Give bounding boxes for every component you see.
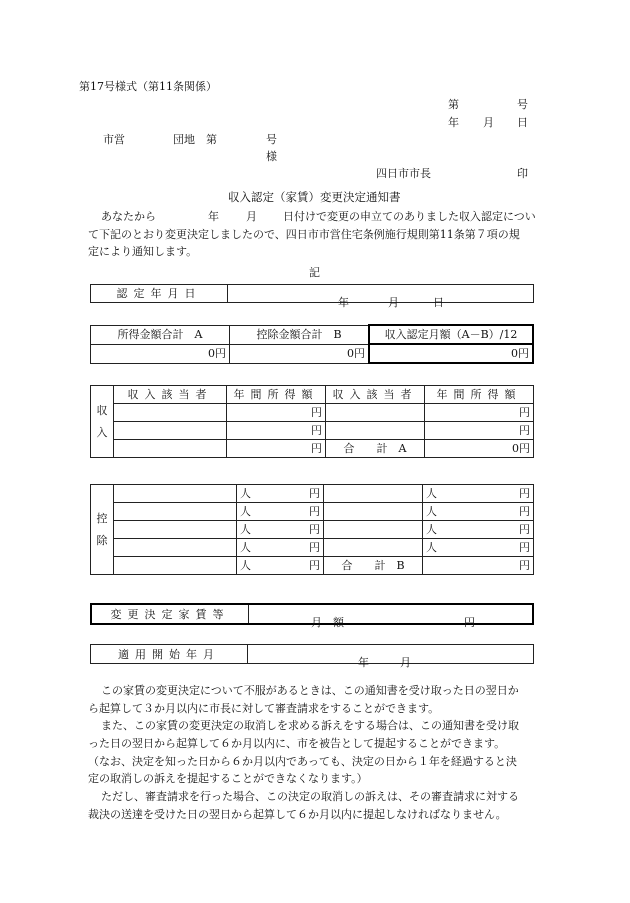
deduction-nin: 人 [240, 505, 251, 518]
income-person-cell [326, 422, 425, 440]
income-person-cell [114, 440, 227, 458]
intro-line1-a: あなたから [101, 210, 156, 223]
deduction-nin: 人 [426, 487, 437, 500]
ki-mark: 記 [309, 266, 320, 279]
deduction-count-amount-cell [237, 539, 324, 557]
nintei-label: 認定年月日 [91, 285, 228, 303]
doc-no-go: 号 [517, 98, 528, 111]
intro-line1-tsuki: 月 [246, 210, 257, 223]
deduction-person-cell [114, 485, 237, 503]
deduction-yen: 円 [519, 523, 530, 536]
deduction-yen: 円 [309, 541, 320, 554]
intro-line1-b: 日付けで変更の申立てのありました収入認定につい [283, 210, 536, 223]
income-total-value: 0円 [425, 440, 534, 458]
deduction-count-amount-cell [237, 521, 324, 539]
deduction-person-cell [114, 539, 237, 557]
doc-date-nen: 年 [448, 116, 459, 129]
deduction-yen: 円 [309, 487, 320, 500]
income-header-amount-1: 年間所得額 [227, 386, 326, 404]
deduction-yen: 円 [309, 505, 320, 518]
income-amount-cell: 円 [227, 440, 326, 458]
notice-line-3: また、この家賃の変更決定の取消しを求める訴えをする場合は、この通知書を受け取 [101, 719, 519, 732]
recipient-sama: 様 [266, 150, 277, 163]
deduction-side-char-1: 控 [96, 511, 108, 525]
summary-value-b: 0円 [230, 344, 370, 363]
deduction-yen: 円 [519, 541, 530, 554]
addr-danchi: 団地 [173, 133, 195, 146]
rent-table [90, 603, 534, 629]
intro-line2: て下記のとおり変更決定しましたので、四日市市営住宅条例施行規則第11条第７項の規 [88, 228, 520, 241]
deduction-yen: 円 [519, 487, 530, 500]
income-side-label [91, 386, 114, 458]
income-amount-cell: 円 [425, 422, 534, 440]
notice-line-4: った日の翌日から起算して６か月以内に、市を被告として提起することができます。 [88, 737, 506, 750]
deduction-nin: 人 [426, 523, 437, 536]
document-title: 収入認定（家賃）変更決定通知書 [228, 190, 401, 204]
income-total-label: 合 計 A [326, 440, 425, 458]
deduction-nin: 人 [240, 523, 251, 536]
start-label: 適用開始年月 [91, 645, 248, 664]
nintei-tsuki: 月 [388, 295, 399, 309]
income-side-char-1: 収 [96, 403, 108, 417]
deduction-yen: 円 [519, 505, 530, 518]
summary-header-monthly: 収入認定月額（A－B）/12 [369, 325, 533, 344]
deduction-count-amount-cell [423, 521, 534, 539]
summary-value-monthly: 0円 [369, 344, 533, 363]
issuer-seal: 印 [517, 167, 528, 180]
notice-line-8: 裁決の送達を受けた日の翌日から起算して６か月以内に提起しなければなりません。 [88, 808, 507, 821]
start-nen: 年 [358, 656, 369, 669]
deduction-side-char-2: 除 [96, 533, 108, 547]
income-table [90, 385, 534, 458]
nintei-table [90, 284, 534, 309]
deduction-count-amount-cell [423, 485, 534, 503]
income-header-person-1: 収入該当者 [114, 386, 227, 404]
deduction-nin: 人 [240, 487, 251, 500]
deduction-nin: 人 [426, 505, 437, 518]
deduction-nin: 人 [240, 559, 251, 572]
issuer-name: 四日市市長 [376, 167, 431, 180]
deduction-nin: 人 [426, 541, 437, 554]
deduction-yen: 円 [309, 559, 320, 572]
doc-date-tsuki: 月 [483, 116, 494, 129]
income-header-amount-2: 年間所得額 [425, 386, 534, 404]
deduction-person-cell [324, 539, 423, 557]
deduction-total-yen: 円 [423, 557, 534, 575]
deduction-person-cell [324, 485, 423, 503]
notice-line-5: （なお、決定を知った日から６か月以内であっても、決定の日から１年を経過すると決 [88, 755, 517, 768]
addr-go: 号 [266, 133, 277, 146]
start-value-cell [248, 645, 534, 669]
deduction-table [90, 484, 534, 575]
notice-line-6: 定の取消しの訴えを提起することができなくなります。） [88, 772, 368, 785]
deduction-count-amount-cell [237, 557, 324, 575]
income-side-char-2: 入 [96, 425, 108, 439]
nintei-nen: 年 [338, 295, 349, 309]
start-tsuki: 月 [400, 656, 411, 669]
income-person-cell [326, 404, 425, 422]
deduction-person-cell [114, 521, 237, 539]
summary-header-b: 控除金額合計 B [230, 325, 370, 344]
rent-label: 変更決定家賃等 [91, 604, 249, 624]
rent-getsugaku: 月 額 [311, 616, 344, 629]
notice-line-1: この家賃の変更決定について不服があるときは、この通知書を受け取った日の翌日か [101, 684, 519, 697]
income-person-cell [114, 404, 227, 422]
notice-line-2: ら起算して３か月以内に市長に対して審査請求をすることができます。 [88, 702, 440, 715]
rent-value-cell [249, 604, 534, 629]
deduction-person-cell [324, 503, 423, 521]
deduction-person-cell [324, 521, 423, 539]
rent-yen: 円 [464, 616, 475, 629]
intro-line1-nen: 年 [208, 210, 219, 223]
intro-line3: 定により通知します。 [88, 245, 198, 258]
summary-value-a: 0円 [91, 344, 230, 363]
income-amount-cell: 円 [227, 404, 326, 422]
nintei-date-cell [228, 285, 534, 309]
start-table [90, 644, 534, 669]
addr-dai: 第 [206, 133, 217, 146]
deduction-count-amount-cell [237, 485, 324, 503]
summary-header-a: 所得金額合計 A [91, 325, 230, 344]
deduction-total-label: 合 計 B [324, 557, 423, 575]
addr-city: 市営 [103, 133, 125, 146]
notice-line-7: ただし、審査請求を行った場合、この決定の取消しの訴えは、その審査請求に対する [101, 790, 519, 803]
deduction-yen: 円 [309, 523, 320, 536]
nintei-hi: 日 [433, 295, 444, 309]
deduction-count-amount-cell [237, 503, 324, 521]
deduction-person-cell [114, 557, 237, 575]
summary-table [90, 324, 534, 364]
form-number: 第17号様式（第11条関係） [79, 80, 217, 93]
deduction-person-cell [114, 503, 237, 521]
income-header-person-2: 収入該当者 [326, 386, 425, 404]
deduction-count-amount-cell [423, 503, 534, 521]
deduction-nin: 人 [240, 541, 251, 554]
deduction-count-amount-cell [423, 539, 534, 557]
income-amount-cell: 円 [227, 422, 326, 440]
income-person-cell [114, 422, 227, 440]
income-amount-cell: 円 [425, 404, 534, 422]
deduction-side-label [91, 485, 114, 575]
doc-date-hi: 日 [517, 116, 528, 129]
doc-no-dai: 第 [448, 98, 459, 111]
